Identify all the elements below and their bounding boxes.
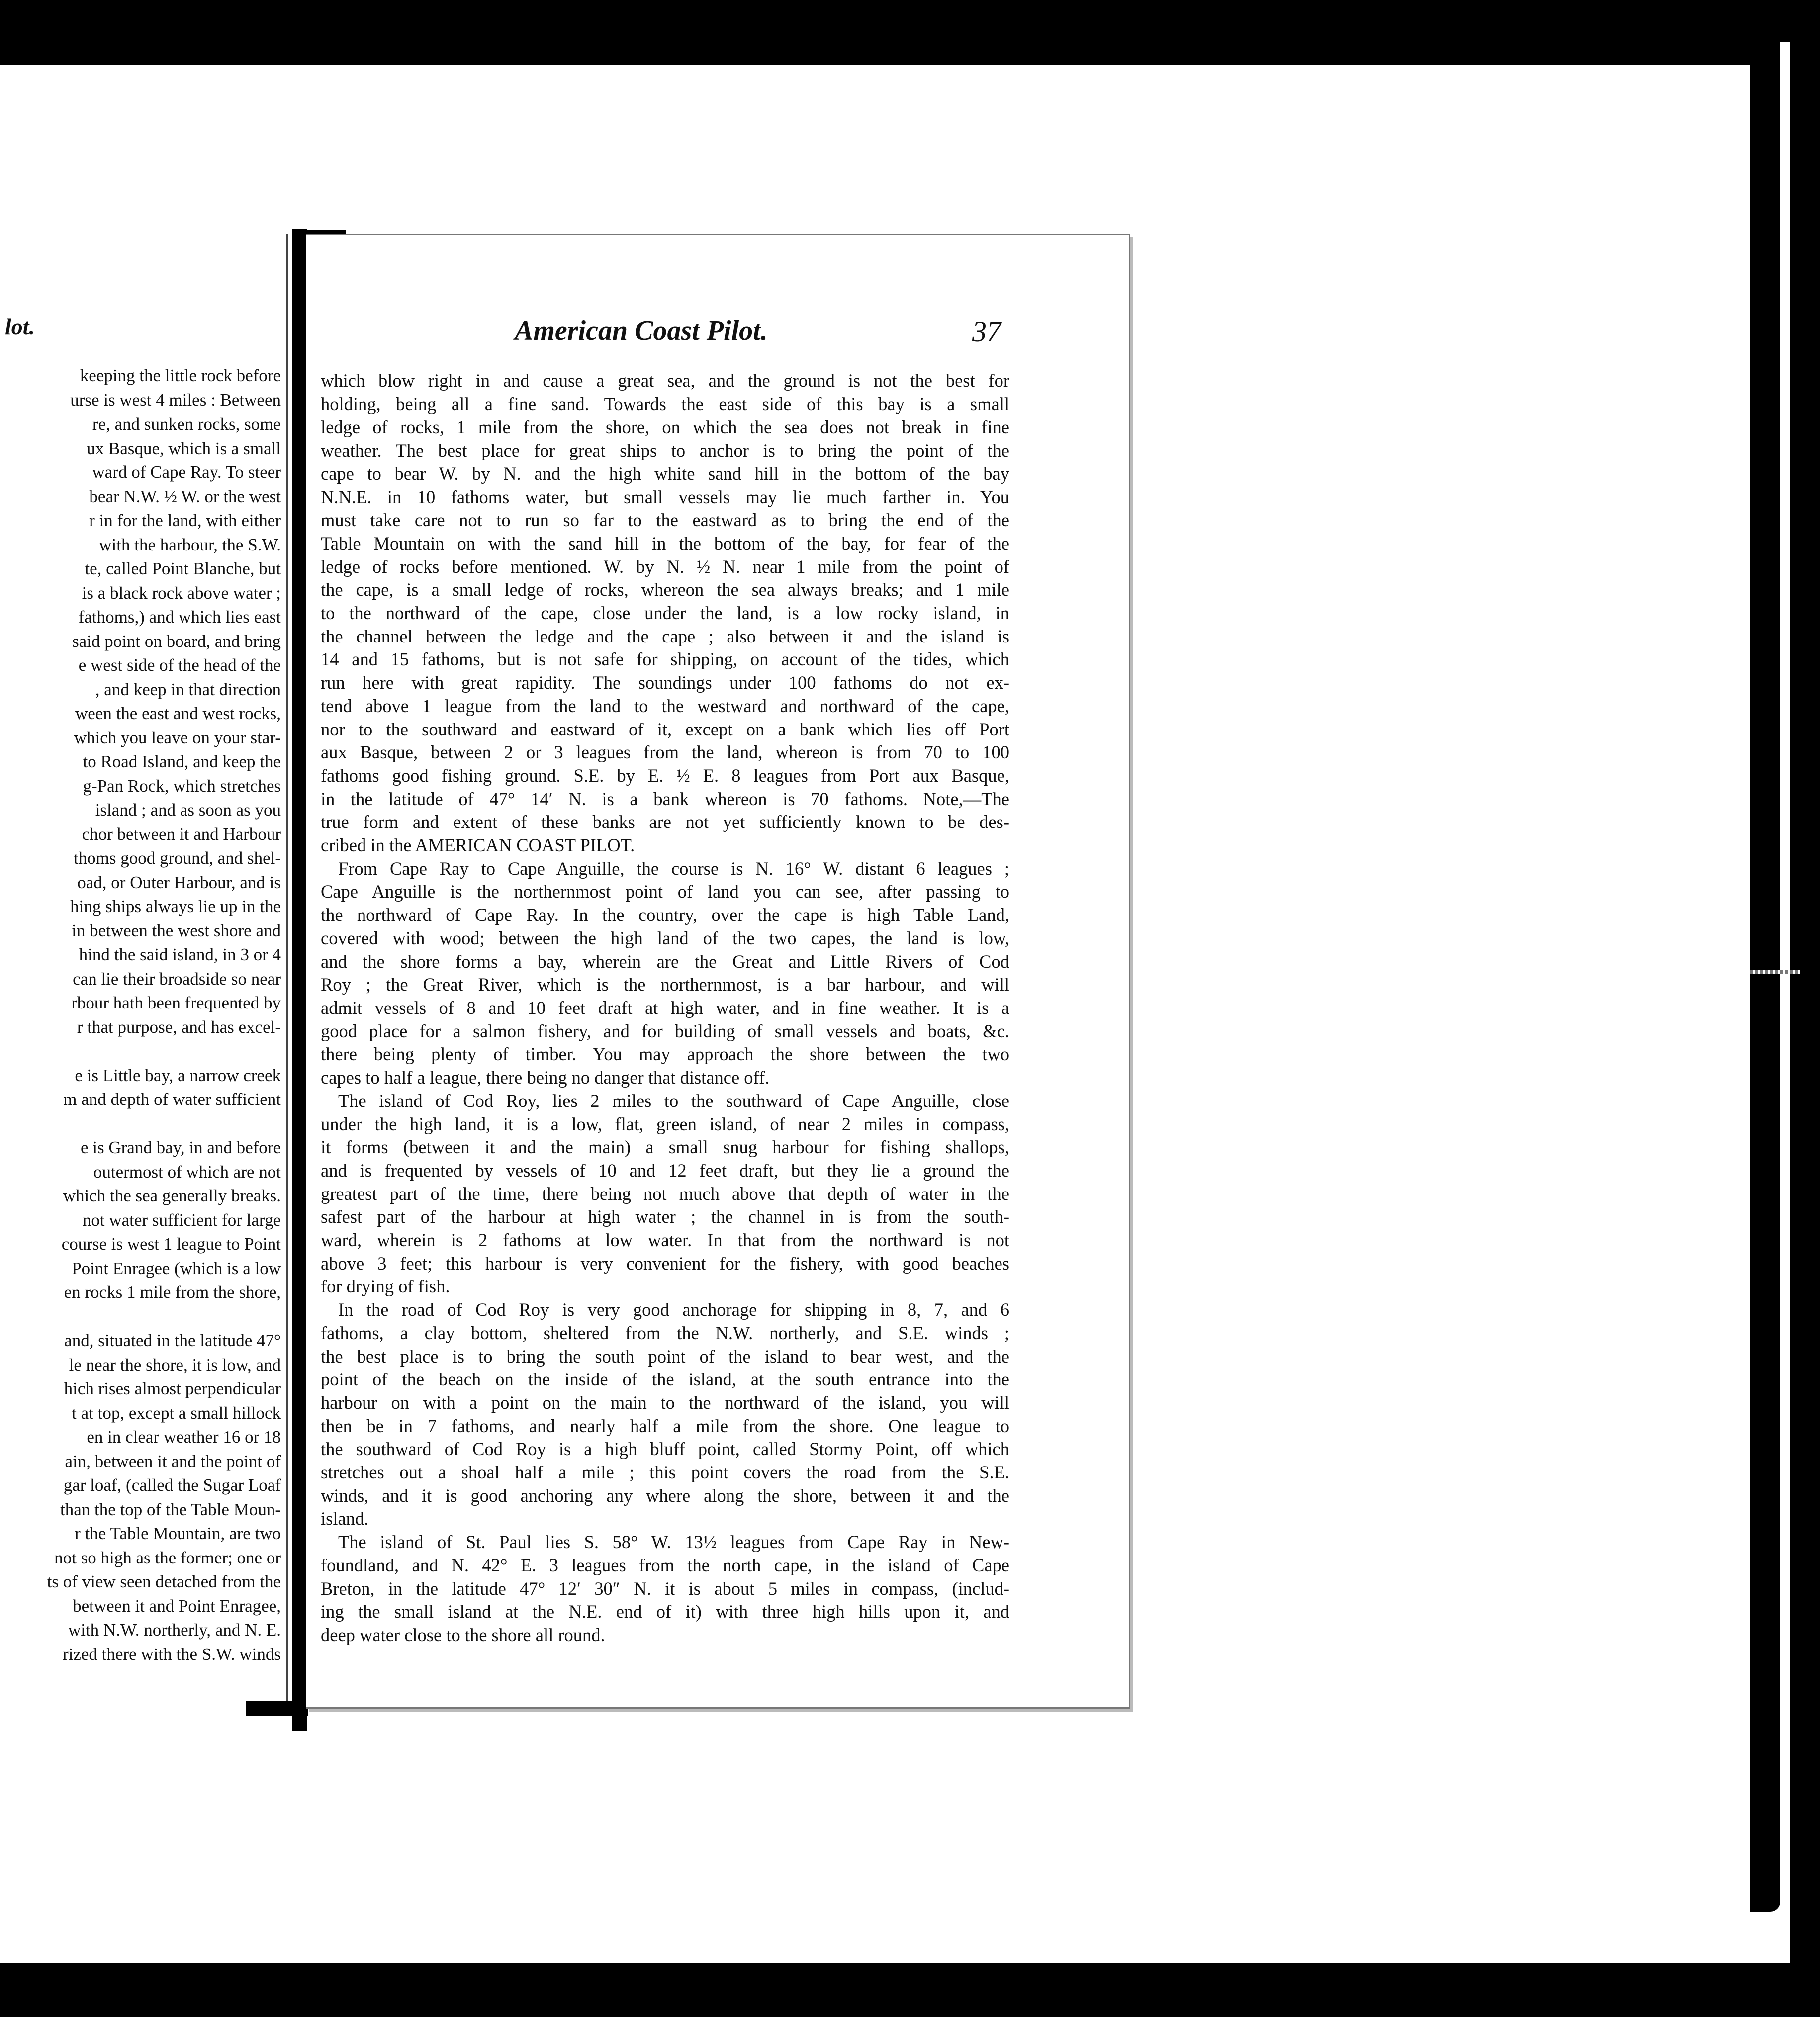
text-line: Cape Anguille is the northernmost point of land you can see, after passing to — [321, 881, 1009, 902]
text-line: The island of St. Paul lies S. 58° W. 13½ leagues from Cape Ray in New- — [338, 1532, 1009, 1553]
text-line: hich rises almost perpendicular — [64, 1379, 281, 1398]
text-line: ing the small island at the N.E. end of it) with three high hills upon it, and — [321, 1601, 1009, 1622]
text-line: safest part of the harbour at high water ; the channel in is from the south- — [321, 1206, 1009, 1227]
text-line: the channel between the ledge and the cape ; also between it and the island is — [321, 626, 1009, 646]
text-line: true form and extent of these banks are not yet sufficiently known to be des- — [321, 812, 1009, 832]
text-line: above 3 feet; this harbour is very convenient for the fishery, with good beaches — [321, 1253, 1009, 1274]
right-page-text — [321, 369, 1009, 1647]
text-line: course is west 1 league to Point — [61, 1234, 281, 1254]
text-line: winds, and it is good anchoring any where along the shore, between it and the — [321, 1485, 1009, 1506]
text-line: than the top of the Table Moun- — [60, 1499, 281, 1519]
text-line: ward of Cape Ray. To steer — [92, 462, 281, 482]
text-line: the best place is to bring the south point of the island to bear west, and the — [321, 1346, 1009, 1367]
text-line: not water sufficient for large — [82, 1210, 281, 1230]
text-line: and is frequented by vessels of 10 and 12 feet draft, but they lie a ground the — [321, 1160, 1009, 1181]
text-line: must take care not to run so far to the eastward as to bring the end of the — [321, 510, 1009, 531]
text-line: the cape, is a small ledge of rocks, whereon the sea always breaks; and 1 mile — [321, 579, 1009, 600]
left-page — [0, 234, 288, 1706]
text-line: chor between it and Harbour — [82, 824, 281, 844]
text-line: good place for a salmon fishery, and for building of small vessels and boats, &c. — [321, 1020, 1009, 1041]
text-line: in between the west shore and — [72, 920, 281, 940]
text-line: t at top, except a small hillock — [72, 1403, 281, 1423]
text-line: te, called Point Blanche, but — [85, 559, 281, 578]
text-line: Breton, in the latitude 47° 12′ 30″ N. it is about 5 miles in compass, (includ- — [321, 1578, 1009, 1599]
text-line: the southward of Cod Roy is a high bluff point, called Stormy Point, off which — [321, 1439, 1009, 1460]
text-line: in the latitude of 47° 14′ N. is a bank whereon is 70 fathoms. Note,—The — [321, 788, 1009, 809]
text-line: rbour hath been frequented by — [71, 993, 281, 1012]
scan-artifact — [1750, 970, 1800, 974]
text-line: en rocks 1 mile from the shore, — [64, 1283, 281, 1302]
text-line: re, and sunken rocks, some — [92, 414, 281, 434]
left-page-text — [2, 364, 281, 1666]
text-line: holding, being all a fine sand. Towards the east side of this bay is a small — [321, 393, 1009, 414]
text-line: Table Mountain on with the sand hill in the bottom of the bay, for fear of the — [321, 533, 1009, 553]
text-line: tend above 1 league from the land to the westward and northward of the cape, — [321, 695, 1009, 716]
text-line: stretches out a shoal half a mile ; this point covers the road from the S.E. — [321, 1462, 1009, 1483]
text-line: it forms (between it and the main) a small snug harbour for fishing shallops, — [321, 1137, 1009, 1158]
text-line: fathoms, a clay bottom, sheltered from the N.W. northerly, and S.E. winds ; — [321, 1322, 1009, 1343]
scan-border-curve — [0, 35, 1770, 65]
text-line: le near the shore, it is low, and — [69, 1355, 281, 1375]
text-line: urse is west 4 miles : Between — [70, 390, 281, 410]
text-line — [2, 1305, 281, 1329]
text-line: In the road of Cod Roy is very good anchorage for shipping in 8, 7, and 6 — [338, 1299, 1009, 1320]
text-line: and the shore forms a bay, wherein are the Great and Little Rivers of Cod — [321, 951, 1009, 972]
text-line: Roy ; the Great River, which is the northernmost, is a bar harbour, and will — [321, 974, 1009, 995]
text-line: said point on board, and bring — [72, 631, 281, 651]
text-line: ween the east and west rocks, — [75, 704, 281, 723]
text-line: thoms good ground, and shel- — [73, 848, 281, 868]
text-line: deep water close to the shore all round. — [321, 1624, 605, 1645]
text-line: outermost of which are not — [93, 1162, 281, 1182]
text-line: Point Enragee (which is a low — [72, 1258, 281, 1278]
text-line: with N.W. northerly, and N. E. — [68, 1620, 281, 1640]
text-line: e is Grand bay, in and before — [81, 1138, 281, 1157]
text-line: which the sea generally breaks. — [63, 1186, 281, 1205]
text-line: greatest part of the time, there being not much above that depth of water in the — [321, 1183, 1009, 1204]
text-line — [2, 1039, 281, 1064]
book-spine-foot — [246, 1701, 308, 1716]
text-line: run here with great rapidity. The soundings under 100 fathoms do not ex- — [321, 672, 1009, 693]
text-line: N.N.E. in 10 fathoms water, but small vessels may lie much farther in. You — [321, 486, 1009, 507]
text-line: m and depth of water sufficient — [63, 1090, 281, 1109]
text-line: aux Basque, between 2 or 3 leagues from the land, whereon is from 70 to 100 — [321, 742, 1009, 763]
text-line: nor to the southward and eastward of it, except on a bank which lies off Port — [321, 719, 1009, 739]
text-line: is a black rock above water ; — [82, 583, 281, 603]
text-line: point of the beach on the inside of the island, at the south entrance into the — [321, 1369, 1009, 1390]
text-line: covered with wood; between the high land of the two capes, the land is low, — [321, 927, 1009, 948]
text-line: 14 and 15 fathoms, but is not safe for shipping, on account of the tides, which — [321, 649, 1009, 670]
scan-margin-right — [1780, 42, 1790, 1963]
text-line: there being plenty of timber. You may approach the shore between the two — [321, 1044, 1009, 1065]
page-number: 37 — [972, 315, 1001, 348]
scan-border-inner-right — [1750, 42, 1780, 1912]
text-line: ledge of rocks, 1 mile from the shore, on which the sea does not break in fine — [321, 417, 1009, 438]
text-line: e west side of the head of the — [78, 655, 281, 675]
text-line: ain, between it and the point of — [65, 1451, 281, 1471]
text-line: cribed in the AMERICAN COAST PILOT. — [321, 835, 635, 856]
scan-border-right — [1790, 42, 1820, 1963]
text-line: en in clear weather 16 or 18 — [87, 1427, 281, 1447]
scan-border-bottom — [0, 1963, 1820, 2017]
right-page — [306, 234, 1130, 1709]
text-line: , and keep in that direction — [95, 679, 281, 699]
text-line: fathoms good fishing ground. S.E. by E. ½ E. 8 leagues from Port aux Basque, — [321, 765, 1009, 786]
text-line: which blow right in and cause a great sea, and the ground is not the best for — [321, 370, 1009, 391]
text-line: capes to half a league, there being no danger that distance off. — [321, 1067, 770, 1088]
left-running-head: lot. — [5, 314, 35, 339]
text-line: gar loaf, (called the Sugar Loaf — [63, 1475, 281, 1495]
text-line: r that purpose, and has excel- — [77, 1017, 281, 1037]
text-line: bear N.W. ½ W. or the west — [89, 486, 281, 506]
text-line: rized there with the S.W. winds — [62, 1644, 281, 1664]
text-line: island ; and as soon as you — [95, 800, 281, 820]
text-line: e is Little bay, a narrow creek — [75, 1065, 281, 1085]
text-line: The island of Cod Roy, lies 2 miles to the southward of Cape Anguille, close — [338, 1090, 1009, 1111]
text-line: the northward of Cape Ray. In the country, over the cape is high Table Land, — [321, 905, 1009, 925]
text-line: ux Basque, which is a small — [87, 438, 281, 458]
text-line: and, situated in the latitude 47° — [64, 1331, 281, 1350]
text-line: with the harbour, the S.W. — [99, 535, 281, 554]
text-line: r in for the land, with either — [89, 511, 281, 530]
text-line: to Road Island, and keep the — [83, 752, 281, 771]
text-line: ledge of rocks before mentioned. W. by N. ½ N. near 1 mile from the point of — [321, 556, 1009, 577]
text-line: r the Table Mountain, are two — [75, 1524, 281, 1543]
text-line — [2, 1112, 281, 1136]
text-line: between it and Point Enragee, — [73, 1596, 281, 1616]
text-line: not so high as the former; one or — [54, 1548, 281, 1567]
text-line: hing ships always lie up in the — [70, 897, 281, 916]
text-line: cape to bear W. by N. and the high white sand hill in the bottom of the bay — [321, 463, 1009, 484]
text-line: ward, wherein is 2 fathoms at low water. In that from the northward is not — [321, 1230, 1009, 1251]
text-line: hind the said island, in 3 or 4 — [79, 945, 281, 964]
text-line: foundland, and N. 42° E. 3 leagues from the north cape, in the island of Cape — [321, 1555, 1009, 1575]
text-line: island. — [321, 1508, 369, 1529]
text-line: under the high land, it is a low, flat, green island, of near 2 miles in compass, — [321, 1113, 1009, 1134]
text-line: weather. The best place for great ships to anchor is to bring the point of the — [321, 440, 1009, 461]
text-line: to the northward of the cape, close under the land, is a low rocky island, in — [321, 603, 1009, 624]
text-line: for drying of fish. — [321, 1276, 450, 1297]
text-line: ts of view seen detached from the — [47, 1572, 281, 1591]
text-line: g-Pan Rock, which stretches — [83, 776, 281, 796]
text-line: fathoms,) and which lies east — [78, 607, 281, 627]
text-line: keeping the little rock before — [80, 366, 281, 385]
text-line: which you leave on your star- — [74, 728, 281, 747]
text-line: harbour on with a point on the main to the northward of the island, you will — [321, 1392, 1009, 1413]
book-spine — [292, 229, 307, 1731]
text-line: oad, or Outer Harbour, and is — [77, 872, 281, 892]
text-line: then be in 7 fathoms, and nearly half a mile from the shore. One league to — [321, 1415, 1009, 1436]
right-running-head: American Coast Pilot. — [515, 315, 768, 346]
text-line: admit vessels of 8 and 10 feet draft at high water, and in fine weather. It is a — [321, 997, 1009, 1018]
text-line: can lie their broadside so near — [73, 969, 281, 989]
text-line: From Cape Ray to Cape Anguille, the course is N. 16° W. distant 6 leagues ; — [338, 858, 1009, 879]
